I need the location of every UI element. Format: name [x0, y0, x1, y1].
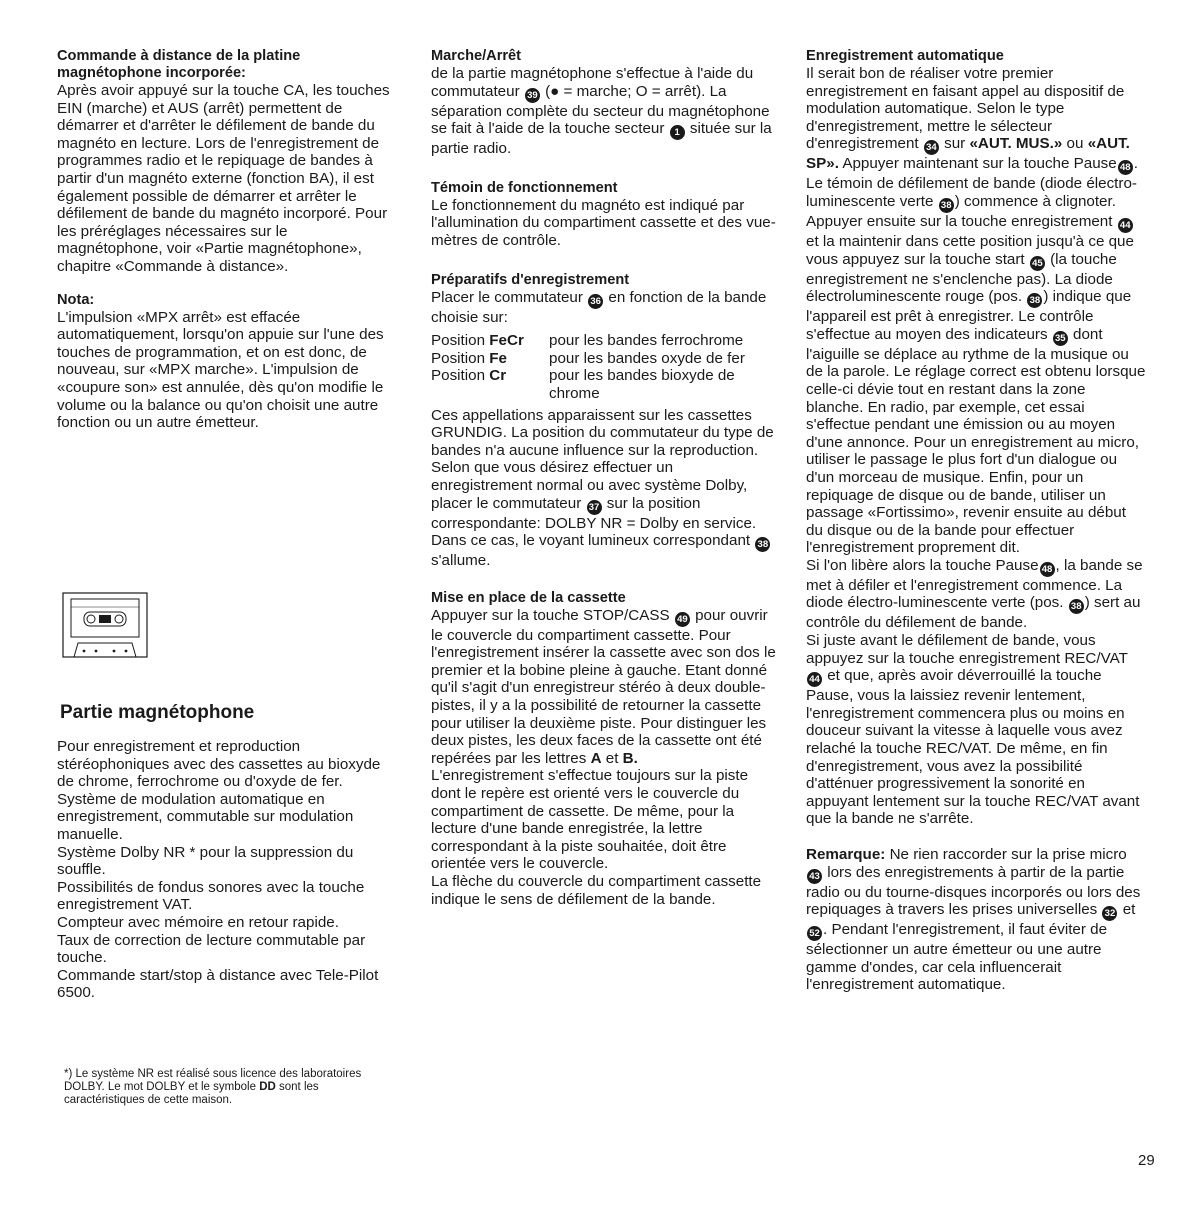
table-row: Position Cr pour les bandes bioxyde de chrome [431, 367, 735, 402]
column-left [57, 48, 397, 432]
cassette-icon [62, 592, 148, 658]
callout-number: 52 [807, 926, 822, 941]
auto-record-paragraph-2: Si l'on libère alors la touche Pause 48 , la bande se met à défiler et l'enregistrement commence. La diode électro-luminescente verte (pos. 38 ) sert au contrôle du défilement de bande. [806, 556, 1143, 632]
mise-paragraph-2: L'enregistrement s'effectue toujours sur la piste dont le repère est orienté vers le couvercle du compartiment de cassette. De même, pour la lecture d'une bande enregistrée, la lettre correspondant à la piste souhaitée, doit être orientée vers le couvercle. [431, 767, 749, 873]
callout-number: 39 [525, 88, 540, 103]
feature-line: Taux de correction de lecture commutable par touche. [57, 931, 366, 967]
remote-control-paragraph: Après avoir appuyé sur la touche CA, les touches EIN (marche) et AUS (arrêt) permettent de démarrer et d'arrêter le défilement de bande du magnéto en lecture. Lors de l'enregistrement de programmes radio et le repiquage de bandes à partir d'un magnéto externe (fonction BA), il est également possible de démarrer et arrêter le défilement de bande du magnéto incorporé. Pour les préréglages nécessaires sur le magnétophone, voir «Partie magnétophone», chapitre «Commande à distance». [57, 82, 390, 275]
callout-number: 49 [675, 612, 690, 627]
column-middle [431, 48, 776, 908]
mise-paragraph: Appuyer sur la touche STOP/CASS 49 pour ouvrir le couvercle du compartiment cassette. Pour l'enregistrement insérer la cassette avec son dos le premier et la bobine pleine à gauche. Etant donné qu'il s'agit d'un enregistreur stéréo à deux double-pistes, il y a la possibilité de retourner la cassette pour utiliser la deuxième piste. Pour distinguer les deux pistes, les deux faces de la cassette ont été repérées par les lettres A et B. [431, 606, 776, 767]
callout-number: 1 [670, 125, 685, 140]
callout-number: 38 [1069, 599, 1084, 614]
tape-positions-table [431, 332, 776, 402]
feature-line: Possibilités de fondus sonores avec la touche enregistrement VAT. [57, 878, 365, 914]
section-features [57, 738, 397, 1002]
column-right [806, 48, 1146, 994]
auto-record-paragraph-3: Si juste avant le défilement de bande, vous appuyez sur la touche enregistrement REC/VAT 44 et que, après avoir déverrouillé la touche Pause, vous la laissiez revenir lentement, l'enregistrement commencera plus ou moins en douceur suivant la vitesse à laquelle vous avez relaché la touche REC/VAT. De même, en fin d'enregistrement, vous avez la possibilité d'atténuer progressivement la sonorité en appuyant lentement sur la touche REC/VAT avant que la bande ne s'arrête. [806, 632, 1140, 828]
callout-number: 36 [588, 294, 603, 309]
marche-paragraph: de la partie magnétophone s'effectue à l'aide du commutateur 39 (● = marche; O = arrêt). La séparation complète du secteur du magnétophone se fait à l'aide de la touche secteur 1 située sur la partie radio. [431, 65, 772, 158]
callout-number: 35 [1053, 331, 1068, 346]
temoin-paragraph: Le fonctionnement du magnéto est indiqué par l'allumination du compartiment cassette et des vue-mètres de contrôle. [431, 196, 776, 249]
page-number: 29 [1138, 1152, 1155, 1169]
footnote: *) Le système NR est réalisé sous licence des laboratoires DOLBY. Le mot DOLBY et le symbole DD sont les caractéristiques de cette maison. [64, 1068, 362, 1106]
dolby-symbol: DD [259, 1081, 276, 1093]
prep-heading: Préparatifs d'enregistrement [431, 271, 630, 288]
callout-number: 38 [1027, 293, 1042, 308]
callout-number: 48 [1040, 562, 1055, 577]
prep-paragraph: Placer le commutateur 36 en fonction de la bande choisie sur: [431, 288, 767, 326]
table-row: Position Fe pour les bandes oxyde de fer [431, 349, 745, 367]
callout-number: 37 [587, 500, 602, 515]
remarque-paragraph: Remarque: Ne rien raccorder sur la prise micro 43 lors des enregistrements à partir de la partie radio ou du tourne-disques incorporés ou lors des repiquages à travers les prises universelles 32 et52 . Pendant l'enregistrement, il faut éviter de sélectionner un autre émetteur ou une autre gamme d'ondes, car cela influencerait l'enregistrement automatique. [806, 846, 1141, 994]
remarque-label: Remarque: [806, 846, 886, 863]
callout-number: 43 [807, 869, 822, 884]
callout-number: 48 [1118, 160, 1133, 175]
mise-heading: Mise en place de la cassette [431, 589, 626, 606]
feature-line: Système de modulation automatique en enregistrement, commutable sur modulation manuelle. [57, 790, 354, 843]
mise-paragraph-3: La flèche du couvercle du compartiment cassette indique le sens de défilement de la bande. [431, 873, 762, 908]
callout-number: 44 [807, 672, 822, 687]
heading-remote-control: Commande à distance de la platine [57, 48, 301, 64]
heading-remote-control-2: magnétophone incorporée: [57, 65, 246, 81]
callout-number: 32 [1102, 906, 1117, 921]
marche-heading: Marche/Arrêt [431, 48, 522, 64]
callout-number: 34 [924, 140, 939, 155]
auto-record-paragraph: Il serait bon de réaliser votre premier enregistrement en faisant appel au dispositif de modulation automatique. Selon le type d'enregistrement, mettre le sélecteur d'enregistrement 34 sur «AUT. MUS.» ou «AUT. SP». Appuyer maintenant sur la touche Pause 48 . Le témoin de défilement de bande (diode électro-luminescente verte 38 ) commence à clignoter. Appuyer ensuite sur la touche enregistrement 44 et la maintenir dans cette position jusqu'à ce que vous appuyez sur la touche start 45 (la touche enregistrement ne s'enclenche pas). La diode électroluminescente rouge (pos. 38 ) indique que l'appareil est prêt à enregistrer. Le contrôle s'effectue au moyen des indicateurs 35 dont l'aiguille se déplace au rythme de la musique ou de la parole. Le réglage correct est obtenu lorsque celle-ci dévie tout en restant dans la zone blanche. En radio, par exemple, cet essai s'effectue pendant une émission ou au moyen d'une annonce. Pour un enregistrement au micro, utiliser le passage le plus fort d'un dialogue ou d'un morceau de musique. Enfin, pour un repiquage de disque ou de bande, utiliser un passage «Fortissimo», revenir ensuite au début du disque ou de la bande pour effectuer l'enregistrement proprement dit. [806, 65, 1146, 557]
section-title: Partie magnétophone [60, 702, 255, 723]
feature-line: Compteur avec mémoire en retour rapide. [57, 913, 339, 931]
auto-record-heading: Enregistrement automatique [806, 48, 1004, 64]
feature-line: Commande start/stop à distance avec Tele-Pilot 6500. [57, 966, 379, 1002]
nota-paragraph: L'impulsion «MPX arrêt» est effacée automatiquement, lorsqu'on appuie sur l'une des touches de programmation, et on est donc, de nouveau, sur «MPX marche». L'impulsion de «coupure son» est annulée, dès qu'on modifie le volume ou la balance ou qu'on choisit une autre fonction ou un autre émetteur. [57, 308, 384, 432]
prep-paragraph-2: Ces appellations apparaissent sur les cassettes GRUNDIG. La position du commutateur du type de bandes n'a aucune influence sur la reproduction. Selon que vous désirez effectuer un enregistrement normal ou avec système Dolby, placer le commutateur 37 sur la position correspondante: DOLBY NR = Dolby en service. Dans ce cas, le voyant lumineux correspondant 38 s'allume. [431, 406, 774, 570]
temoin-heading: Témoin de fonctionnement [431, 179, 618, 196]
callout-number: 45 [1030, 256, 1045, 271]
callout-number: 44 [1118, 218, 1133, 233]
feature-line: Système Dolby NR * pour la suppression du souffle. [57, 843, 354, 879]
nota-heading: Nota: [57, 291, 95, 308]
feature-line: Pour enregistrement et reproduction stéréophoniques avec des cassettes au bioxyde de chrome, ferrochrome ou d'oxyde de fer. [57, 738, 381, 791]
callout-number: 38 [755, 537, 770, 552]
table-row: Position FeCr pour les bandes ferrochrome [431, 332, 744, 350]
callout-number: 38 [939, 198, 954, 213]
